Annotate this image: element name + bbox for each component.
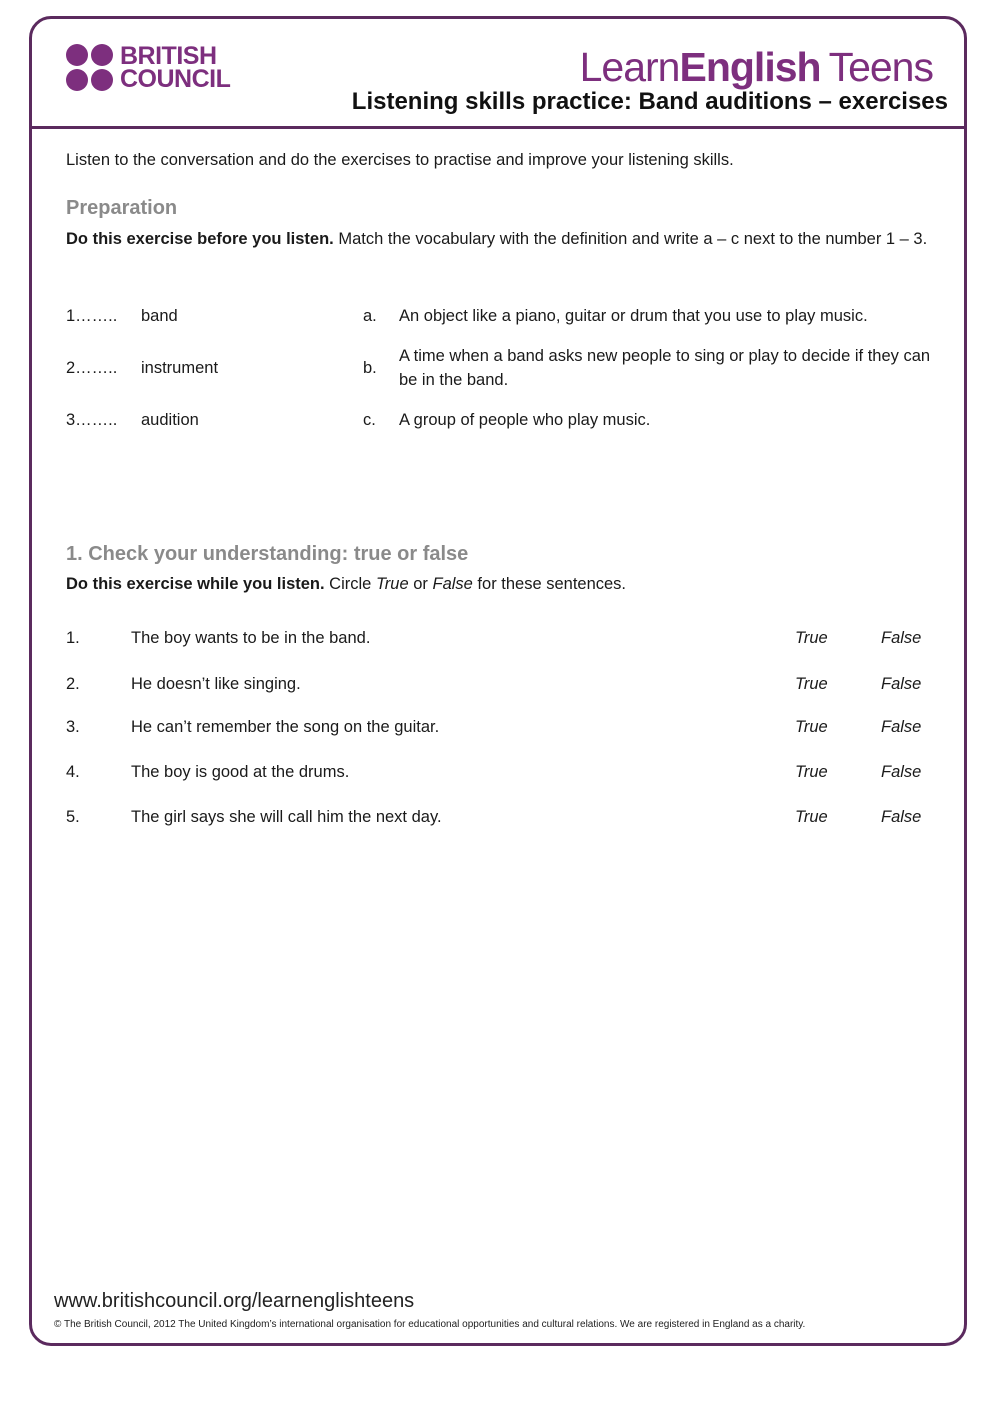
tf-number: 5. — [66, 808, 80, 826]
definition-text: A group of people who play music. — [399, 411, 651, 429]
false-option[interactable]: False — [881, 808, 922, 826]
logo-line-2: COUNCIL — [120, 64, 231, 93]
vocab-word: audition — [141, 411, 199, 429]
preparation-heading: Preparation — [66, 197, 178, 219]
exercise1-instruction — [66, 572, 936, 596]
tf-sentence: He can’t remember the song on the guitar. — [131, 718, 440, 736]
logo-line-1: BRITISH — [120, 41, 217, 70]
logo-dots-icon — [66, 44, 113, 91]
false-option[interactable]: False — [881, 718, 922, 736]
true-option[interactable]: True — [795, 763, 828, 781]
brand-teens: Teens — [828, 44, 933, 90]
true-option[interactable]: True — [795, 808, 828, 826]
definition-letter: a. — [363, 307, 377, 325]
learnenglish-teens-brand — [580, 44, 933, 91]
tf-sentence: The girl says she will call him the next day. — [131, 808, 442, 826]
true-option[interactable]: True — [795, 718, 828, 736]
tf-sentence: The boy wants to be in the band. — [131, 629, 371, 647]
definition-text: A time when a band asks new people to sing or play to decide if they can be in the band. — [399, 347, 931, 389]
instr-false: False — [432, 575, 473, 593]
instr-text: or — [408, 575, 433, 593]
tf-sentence: The boy is good at the drums. — [131, 763, 350, 781]
instr-text: for these sentences. — [472, 575, 627, 593]
intro-text: Listen to the conversation and do the exercises to practise and improve your listening skills. — [66, 151, 734, 169]
vocab-number[interactable]: 2…….. — [66, 359, 118, 377]
preparation-instruction — [66, 227, 936, 251]
page-title: Listening skills practice: Band auditions – exercises — [351, 88, 948, 115]
exercise1-heading: 1. Check your understanding: true or false — [66, 543, 469, 565]
tf-number: 2. — [66, 675, 80, 693]
definition-text: An object like a piano, guitar or drum that you use to play music. — [399, 307, 868, 325]
false-option[interactable]: False — [881, 675, 922, 693]
brand-learn: Learn — [579, 44, 680, 90]
header-divider — [29, 126, 967, 129]
instr-true: True — [375, 575, 409, 593]
british-council-logo — [66, 41, 231, 93]
definition-letter: b. — [363, 359, 377, 377]
false-option[interactable]: False — [881, 763, 922, 781]
preparation-instruction-bold: Do this exercise before you listen. — [66, 230, 334, 248]
vocab-word: instrument — [141, 359, 219, 377]
brand-english: English — [679, 44, 821, 90]
vocab-number[interactable]: 3…….. — [66, 411, 118, 429]
tf-number: 3. — [66, 718, 80, 736]
tf-number: 4. — [66, 763, 80, 781]
vocab-word: band — [141, 307, 178, 325]
exercise1-instruction-bold: Do this exercise while you listen. — [66, 575, 325, 593]
false-option[interactable]: False — [881, 629, 922, 647]
true-option[interactable]: True — [795, 629, 828, 647]
tf-number: 1. — [66, 629, 80, 647]
footer-copyright: © The British Council, 2012 The United Kingdom’s international organisation for educational opportunities and cultural relations. We are registered in England as a charity. — [54, 1319, 806, 1330]
true-option[interactable]: True — [795, 675, 828, 693]
definition-letter: c. — [363, 411, 376, 429]
preparation-instruction-rest: Match the vocabulary with the definition and write a – c next to the number 1 – 3. — [333, 230, 928, 248]
tf-sentence: He doesn’t like singing. — [131, 675, 301, 693]
footer-url[interactable]: www.britishcouncil.org/learnenglishteens — [54, 1290, 415, 1312]
instr-text: Circle — [324, 575, 376, 593]
vocab-number[interactable]: 1…….. — [66, 307, 118, 325]
